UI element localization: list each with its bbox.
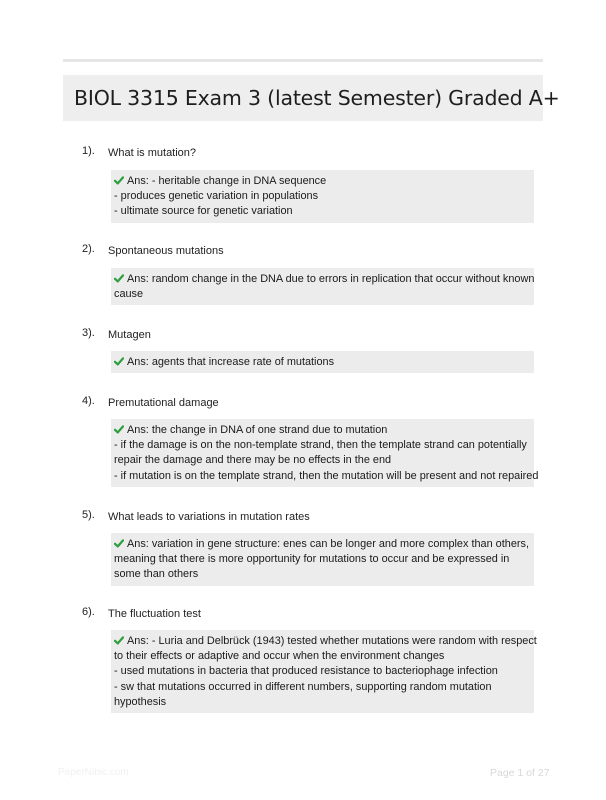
- answer-line: - if mutation is on the template strand, then the mutation will be present and not repaired: [114, 469, 539, 482]
- answer-line: Ans: - heritable change in DNA sequence: [114, 174, 530, 189]
- question-number: 3).: [82, 327, 95, 339]
- question-number: 6).: [82, 606, 95, 618]
- answer-line: Ans: variation in gene structure: enes can be longer and more complex than others,: [114, 537, 530, 552]
- answer-line: Ans: random change in the DNA due to errors in replication that occur without known: [114, 272, 530, 287]
- answer-line: - ultimate source for genetic variation: [114, 205, 293, 218]
- top-divider: [63, 59, 543, 62]
- checkmark-icon: [114, 636, 124, 645]
- question-text: What leads to variations in mutation rates: [108, 511, 310, 523]
- question-number: 4).: [82, 395, 95, 407]
- title-banner: [63, 75, 560, 121]
- checkmark-icon: [114, 425, 124, 434]
- checkmark-icon: [114, 274, 124, 283]
- checkmark-icon: [114, 357, 124, 366]
- answer-line: repair the damage and there may be no effects in the end: [114, 454, 392, 467]
- question-number: 5).: [82, 509, 95, 521]
- question-number: 2).: [82, 243, 95, 255]
- answer-box: [111, 268, 534, 305]
- checkmark-icon: [114, 176, 124, 185]
- question-text: What is mutation?: [108, 147, 197, 159]
- answer-line: to their effects or adaptive and occur when the environment changes: [114, 650, 445, 663]
- answer-line: - if the damage is on the non-template strand, then the template strand can potentially: [114, 439, 527, 452]
- page-number: Page 1 of 27: [490, 767, 550, 779]
- answer-box: [111, 170, 534, 223]
- answer-line: Ans: - Luria and Delbrück (1943) tested whether mutations were random with respect: [114, 634, 530, 649]
- answer-line: Ans: the change in DNA of one strand due to mutation: [114, 423, 530, 438]
- answer-line: some than others: [114, 568, 199, 581]
- question-text: Premutational damage: [108, 397, 219, 409]
- answer-box: [111, 351, 534, 373]
- answer-line: - used mutations in bacteria that produced resistance to bacteriophage infection: [114, 665, 498, 678]
- answer-box: [111, 419, 539, 487]
- answer-line: Ans: agents that increase rate of mutations: [114, 355, 530, 370]
- question-text: Mutagen: [108, 329, 151, 341]
- question-text: Spontaneous mutations: [108, 245, 224, 257]
- answer-box: [111, 533, 534, 586]
- footer-watermark: PaperNibic.com: [58, 767, 129, 778]
- answer-line: hypothesis: [114, 695, 167, 708]
- answer-box: [111, 630, 537, 713]
- question-text: The fluctuation test: [108, 608, 201, 620]
- answer-line: - sw that mutations occurred in different numbers, supporting random mutation: [114, 680, 492, 693]
- answer-line: cause: [114, 288, 144, 301]
- page-title: BIOL 3315 Exam 3 (latest Semester) Graded A+: [74, 86, 560, 110]
- answer-line: meaning that there is more opportunity for mutations to occur and be expressed in: [114, 553, 510, 566]
- question-number: 1).: [82, 145, 95, 157]
- answer-line: - produces genetic variation in populations: [114, 190, 319, 203]
- checkmark-icon: [114, 539, 124, 548]
